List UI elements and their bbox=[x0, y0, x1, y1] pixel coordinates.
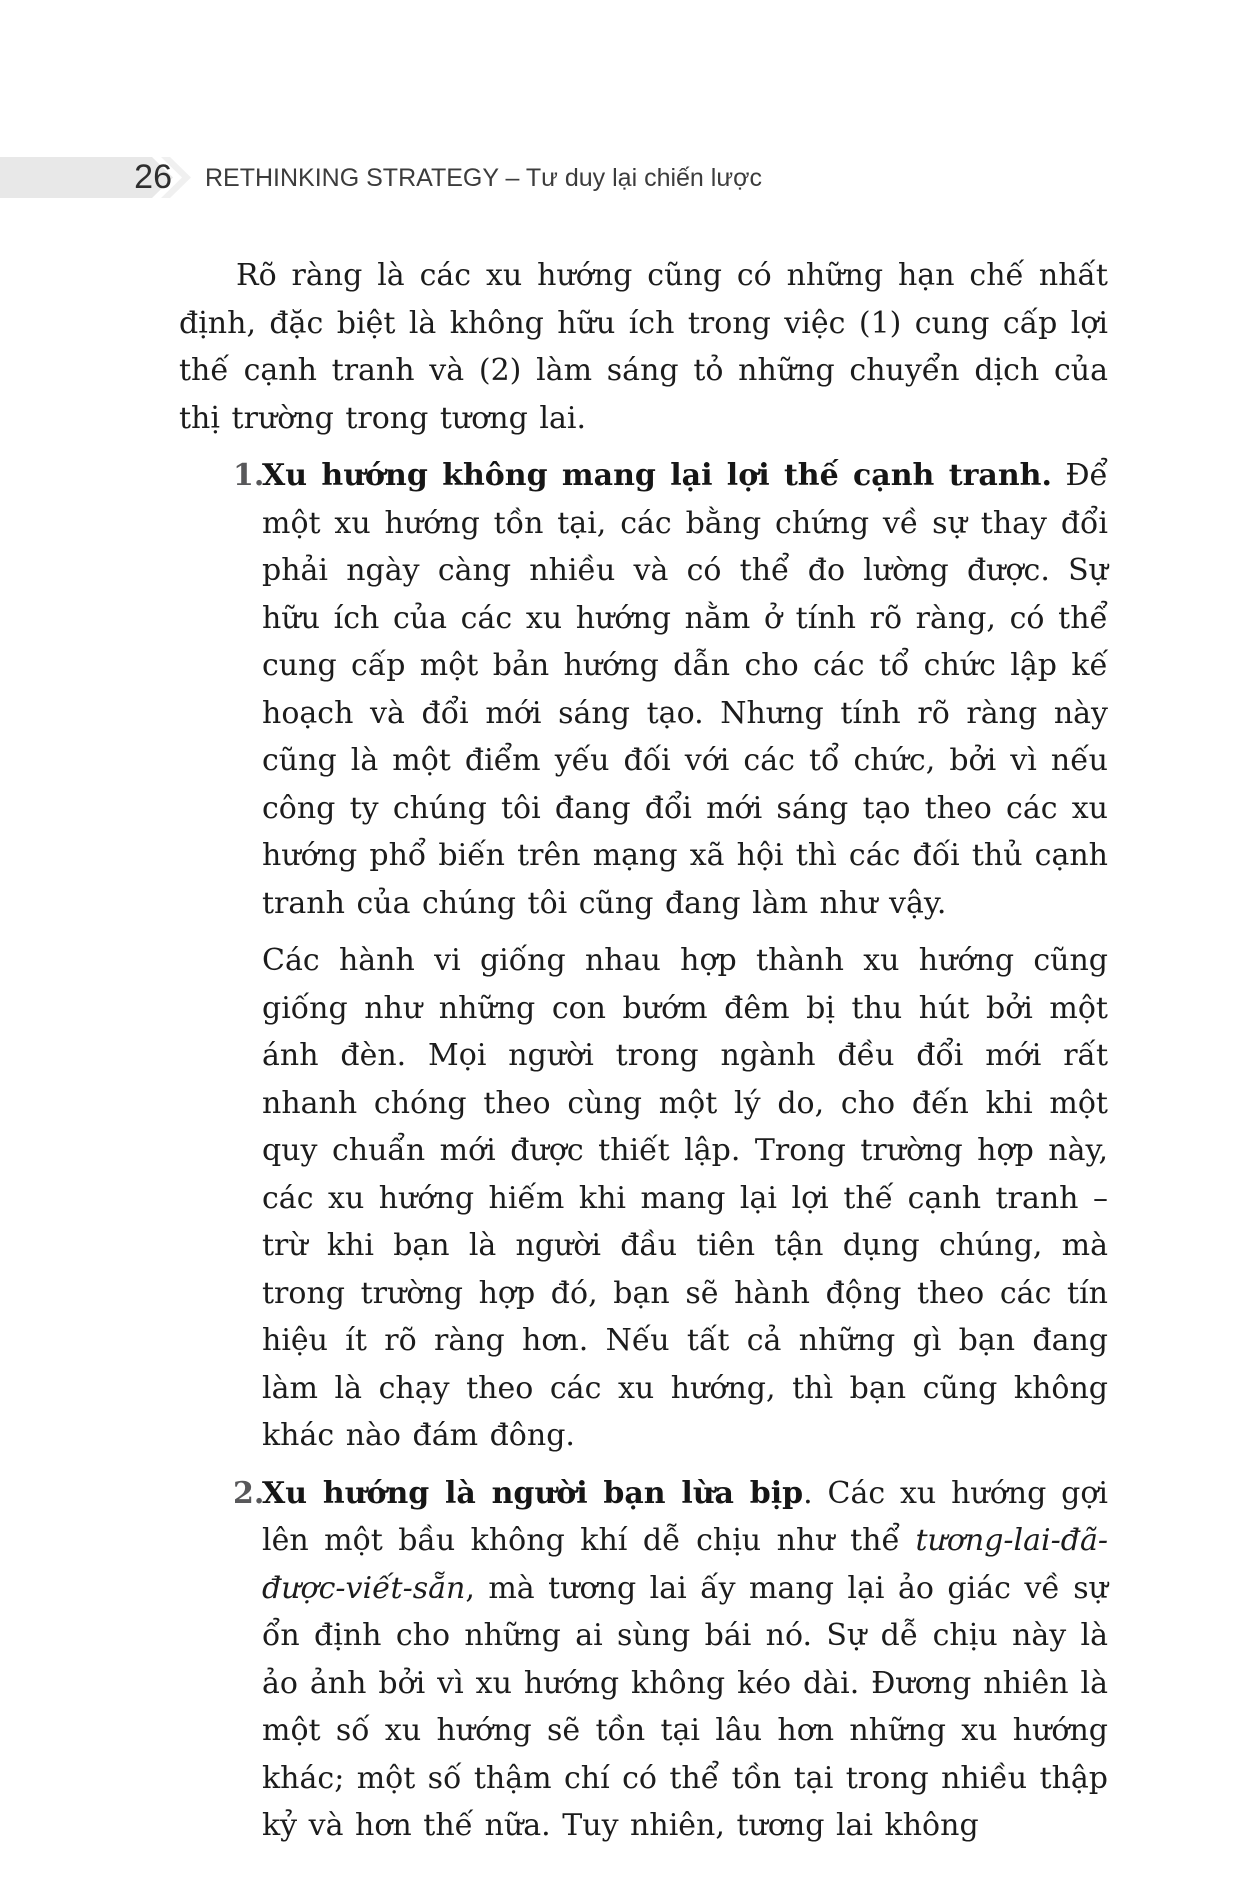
list-item-1-paragraph-1 bbox=[262, 452, 1108, 927]
list-item-1-heading: Xu hướng không mang lại lợi thế cạnh tranh. bbox=[262, 458, 1052, 493]
list-item-2 bbox=[179, 1470, 1108, 1850]
list-item-2-number: 2. bbox=[233, 1475, 265, 1511]
italic-phrase: tương-lai-đã-được-viết-sẵn bbox=[262, 1523, 1108, 1606]
page-number: 26 bbox=[134, 158, 172, 196]
list-item-2-heading: Xu hướng là người bạn lừa bịp bbox=[262, 1475, 804, 1511]
list-item-1-text: Để một xu hướng tồn tại, các bằng chứng về sự thay đổi phải ngày càng nhiều và có thể đo lường được. Sự hữu ích của các xu hướng nằm ở tính rõ ràng, có thể cung cấp một bản hướng dẫn cho các tổ chức lập kế hoạch và đổi mới sáng tạo. Nhưng tính rõ ràng này cũng là một điểm yếu đối với các tổ chức, bởi vì nếu công ty chúng tôi đang đổi mới sáng tạo theo các xu hướng phổ biến trên mạng xã hội thì các đối thủ cạnh tranh của chúng tôi cũng đang làm như vậy. bbox=[262, 458, 1108, 921]
list-item-1-paragraph-2: Các hành vi giống nhau hợp thành xu hướng cũng giống như những con bướm đêm bị thu hút bởi một ánh đèn. Mọi người trong ngành đều đổi mới rất nhanh chóng theo cùng một lý do, cho đến khi một quy chuẩn mới được thiết lập. Trong trường hợp này, các xu hướng hiếm khi mang lại lợi thế cạnh tranh – trừ khi bạn là người đầu tiên tận dụng chúng, mà trong trường hợp đó, bạn sẽ hành động theo các tín hiệu ít rõ ràng hơn. Nếu tất cả những gì bạn đang làm là chạy theo các xu hướng, thì bạn cũng không khác nào đám đông. bbox=[262, 943, 1108, 1453]
list-item-2-text-before-italic: . Các xu hướng gợi lên một bầu không khí dễ chịu như thể bbox=[262, 1475, 1108, 1558]
list-item-2-text-after-italic: , mà tương lai ấy mang lại ảo giác về sự ổn định cho những ai sùng bái nó. Sự dễ chịu này là ảo ảnh bởi vì xu hướng không kéo dài. Đương nhiên là một số xu hướng sẽ tồn tại lâu hơn những xu hướng khác; một số thậm chí có thể tồn tại trong nhiều thập kỷ và hơn thế nữa. Tuy nhiên, tương lai không bbox=[262, 1570, 1108, 1843]
page-header bbox=[0, 157, 1245, 198]
text-column bbox=[179, 252, 1108, 1860]
intro-paragraph: Rõ ràng là các xu hướng cũng có những hạn chế nhất định, đặc biệt là không hữu ích trong việc (1) cung cấp lợi thế cạnh tranh và (2) làm sáng tỏ những chuyển dịch của thị trường trong tương lai. bbox=[179, 258, 1108, 436]
list-item-2-paragraph bbox=[262, 1470, 1108, 1850]
list-item-1 bbox=[179, 452, 1108, 1460]
list-item-1-number: 1. bbox=[233, 458, 265, 493]
header-title: RETHINKING STRATEGY – Tư duy lại chiến lược bbox=[205, 164, 762, 192]
